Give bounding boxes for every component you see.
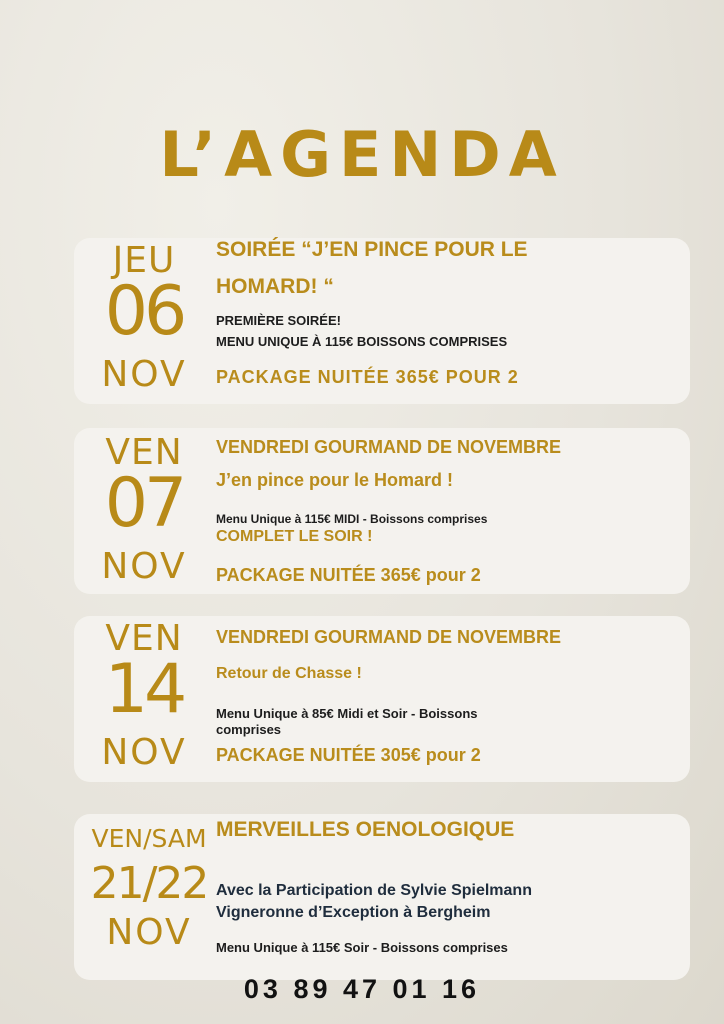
event-month: NOV [101,546,187,587]
event-date-3 [98,618,190,778]
event-heading: SOIRÉE “J’EN PINCE POUR LE [216,238,528,261]
event-package: PACKAGE NUITÉE 365€ POUR 2 [216,367,519,387]
event-package: PACKAGE NUITÉE 365€ pour 2 [216,565,481,585]
phone-number: 03 89 47 01 16 [243,974,481,1004]
event-month: NOV [106,912,192,953]
event-heading: MERVEILLES OENOLOGIQUE [216,818,515,841]
event-date-number: 14 [104,650,184,729]
event-detail: PREMIÈRE SOIRÉE! [216,313,341,328]
event-guest: Avec la Participation de Sylvie Spielmann [216,882,532,899]
event-day: JEU [112,240,176,281]
event-guest-detail: Vigneronne d’Exception à Bergheim [216,904,491,921]
event-menu: Menu Unique à 85€ Midi et Soir - Boissons [216,706,478,721]
event-date-2 [98,432,190,592]
event-menu-continued: comprises [216,722,282,737]
event-day: VEN [105,432,183,473]
event-heading-continued: HOMARD! “ [216,275,334,298]
event-heading: VENDREDI GOURMAND DE NOVEMBRE [216,437,562,457]
event-day: VEN [105,618,183,659]
event-month: NOV [101,732,187,773]
event-menu: MENU UNIQUE À 115€ BOISSONS COMPRISES [216,334,508,349]
event-menu: Menu Unique à 115€ MIDI - Boissons comprises [216,512,488,526]
event-subtitle: Retour de Chasse ! [216,665,362,682]
event-date-4 [90,820,208,970]
event-date-number: 06 [104,272,184,351]
event-menu: Menu Unique à 115€ Soir - Boissons comprises [216,940,508,955]
page-title: L’AGENDA [159,118,565,191]
event-note: COMPLET LE SOIR ! [216,528,373,545]
event-date-1 [98,240,190,400]
event-month: NOV [101,354,187,395]
event-date-number: 07 [104,464,184,543]
event-package: PACKAGE NUITÉE 305€ pour 2 [216,745,481,765]
event-subtitle: J’en pince pour le Homard ! [216,470,454,490]
event-day: VEN/SAM [91,824,207,853]
event-heading: VENDREDI GOURMAND DE NOVEMBRE [216,627,562,647]
event-date-number: 21/22 [90,858,208,909]
